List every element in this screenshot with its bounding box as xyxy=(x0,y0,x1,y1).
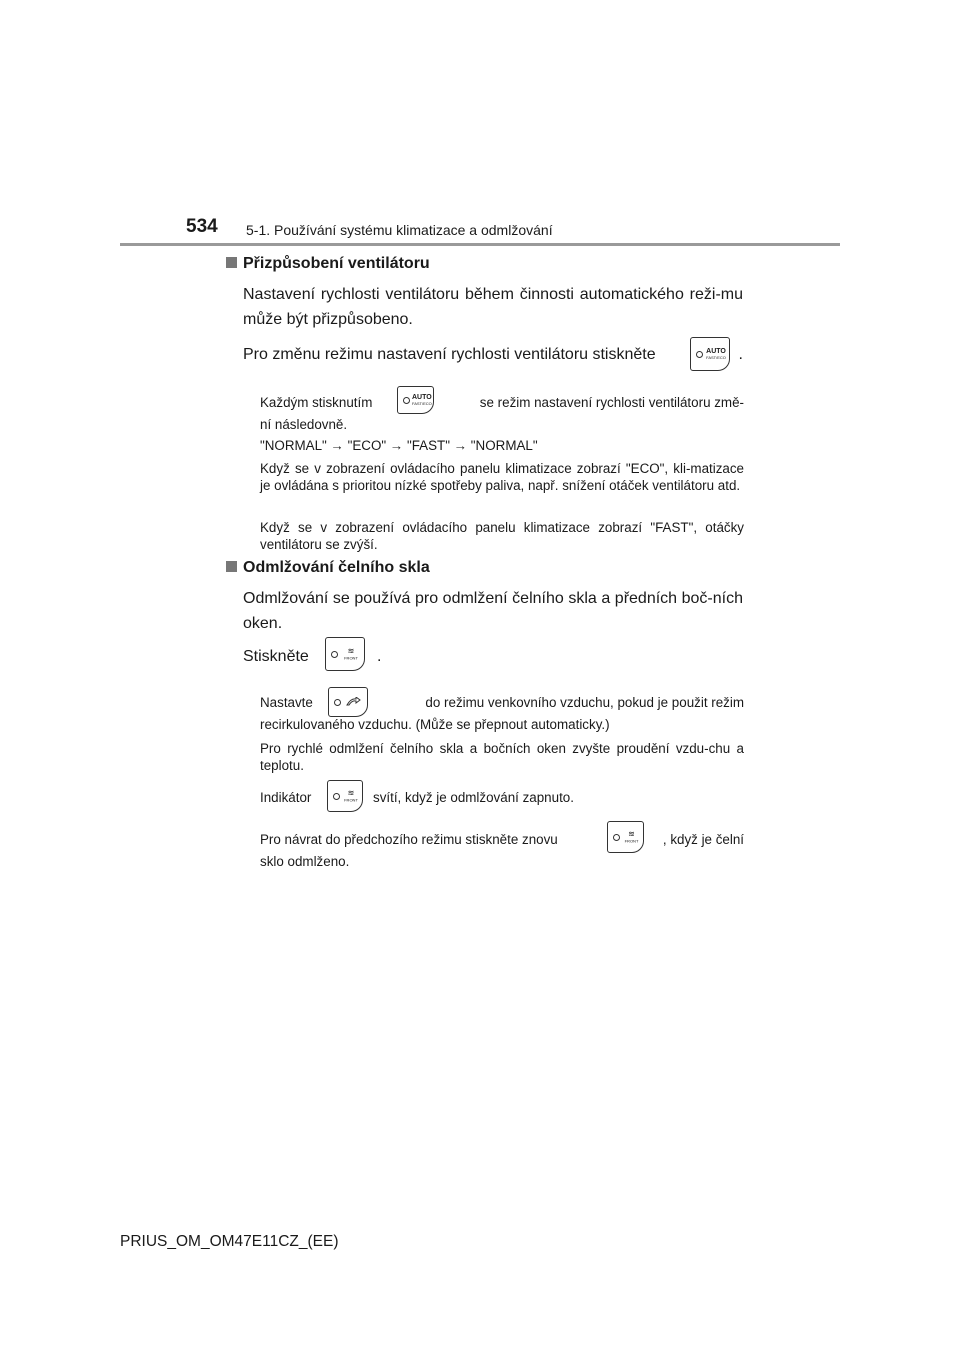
defog-note-3 xyxy=(260,790,311,805)
front-defogger-indicator-button[interactable] xyxy=(327,780,363,812)
fan-mode-sequence: "NORMAL" → "ECO" → "FAST" → "NORMAL" xyxy=(260,438,538,453)
auto-label: AUTO FAST/ECO xyxy=(706,348,726,360)
defog-instruction xyxy=(243,648,309,666)
section-header: 5-1. Používání systému klimatizace a odmlžování xyxy=(246,222,553,238)
auto-fan-button-small[interactable] xyxy=(397,386,434,414)
document-id: PRIUS_OM_OM47E11CZ_(EE) xyxy=(120,1233,339,1250)
defog-note-3-end: svítí, když je odmlžování zapnuto. xyxy=(373,790,574,805)
indicator-light-icon xyxy=(613,834,620,841)
fan-note-1-line2: ní následovně. xyxy=(260,417,348,432)
defog-instruction-end: . xyxy=(377,648,382,665)
indicator-light-icon xyxy=(334,699,341,706)
section-heading-fan xyxy=(226,255,430,273)
defog-note-4-line2: sklo odmlženo. xyxy=(260,854,350,869)
auto-fan-button[interactable] xyxy=(690,337,730,371)
section-heading-defog xyxy=(226,559,430,577)
defog-instruction-text: Stiskněte xyxy=(243,648,309,665)
fan-note-1-start: Každým stisknutím xyxy=(260,395,373,410)
defog-note-4-start: Pro návrat do předchozího režimu stiskněte znovu xyxy=(260,832,558,847)
front-defogger-icon: ≋ FRONT xyxy=(344,788,358,803)
defog-note-1-line2: recirkulovaného vzduchu. (Může se přepnout automaticky.) xyxy=(260,717,610,732)
fan-note-1-end: se režim nastavení rychlosti ventilátoru změ- xyxy=(479,395,744,410)
indicator-light-icon xyxy=(331,651,338,658)
defog-note-3-start: Indikátor xyxy=(260,790,312,805)
indicator-light-icon xyxy=(333,793,340,800)
fan-note-eco: Když se v zobrazení ovládacího panelu klimatizace zobrazí "ECO", kli-matizace je ovládána s prioritou nízké spotřeby paliva, např. snížení otáček ventilátoru atd. xyxy=(260,461,744,493)
defog-note-2: Pro rychlé odmlžení čelního skla a bočních oken zvyšte proudění vzdu-chu a teplotu. xyxy=(260,741,744,773)
fan-note-fast: Když se v zobrazení ovládacího panelu klimatizace zobrazí "FAST", otáčky ventilátoru se zvýší. xyxy=(260,520,744,552)
front-defogger-icon: ≋ FRONT xyxy=(344,646,358,661)
fan-note-1 xyxy=(260,395,744,413)
fan-instruction-end: . xyxy=(738,346,743,363)
front-defogger-icon: ≋ FRONT xyxy=(624,829,639,844)
defog-note-4-end: , když je čelní xyxy=(662,832,744,847)
defog-intro-paragraph: Odmlžování se používá pro odmlžení čelního skla a předních boč-ních oken. xyxy=(243,590,743,632)
header-divider xyxy=(120,243,840,246)
fan-instruction-text: Pro změnu režimu nastavení rychlosti ventilátoru stiskněte xyxy=(243,346,656,363)
indicator-light-icon xyxy=(403,397,410,404)
front-defogger-button[interactable] xyxy=(325,637,365,671)
outside-air-button[interactable] xyxy=(328,687,368,717)
square-bullet-icon xyxy=(226,257,237,268)
defog-note-4 xyxy=(260,829,744,850)
defog-note-1-end: do režimu venkovního vzduchu, pokud je použit režim xyxy=(425,695,744,710)
page-number: 534 xyxy=(186,216,218,237)
fan-instruction xyxy=(243,346,743,366)
square-bullet-icon xyxy=(226,561,237,572)
section-heading-fan-text: Přizpůsobení ventilátoru xyxy=(243,255,430,272)
auto-label: AUTO FAST/ECO xyxy=(412,394,432,406)
indicator-light-icon xyxy=(696,351,703,358)
fan-intro-paragraph: Nastavení rychlosti ventilátoru během činnosti automatického reži-mu může být přizpůsobeno. xyxy=(243,286,743,328)
defog-note-1-start: Nastavte xyxy=(260,695,313,710)
section-heading-defog-text: Odmlžování čelního skla xyxy=(243,559,430,576)
front-defogger-button-again[interactable] xyxy=(607,821,644,853)
outside-air-icon xyxy=(345,697,363,707)
